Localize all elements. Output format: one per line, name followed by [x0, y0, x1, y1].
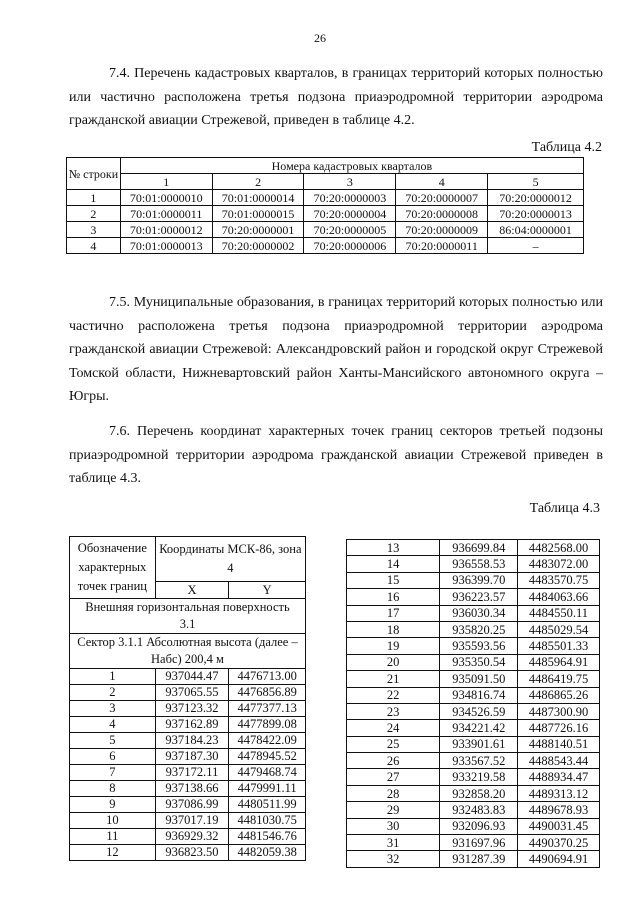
point-number: 4: [70, 717, 156, 733]
x-coordinate: 931697.96: [440, 835, 518, 851]
y-coordinate: 4489678.93: [518, 802, 600, 818]
x-header: X: [155, 582, 229, 599]
y-coordinate: 4484063.66: [518, 589, 600, 605]
row-number: 3: [67, 222, 121, 238]
cadastral-number: 70:20:0000004: [304, 206, 396, 222]
table-row: [70, 845, 306, 861]
table-header-row: [67, 174, 584, 190]
table-row: [70, 669, 306, 685]
table-row: [347, 769, 600, 785]
table-row: [347, 818, 600, 834]
x-coordinate: 936399.70: [440, 572, 518, 588]
x-coordinate: 936558.53: [440, 556, 518, 572]
cadastral-number: 70:20:0000005: [304, 222, 396, 238]
paragraph-7-6: [69, 420, 603, 491]
cadastral-number: 70:01:0000010: [120, 190, 212, 206]
point-number: 15: [347, 572, 440, 588]
y-coordinate: 4488543.44: [518, 753, 600, 769]
table-row: [347, 802, 600, 818]
table-row: [67, 206, 584, 222]
x-coordinate: 935350.54: [440, 654, 518, 670]
table-row: [70, 685, 306, 701]
table-header-row: [70, 537, 306, 582]
table-row: [70, 701, 306, 717]
cadastral-number: 70:20:0000006: [304, 238, 396, 254]
point-number: 8: [70, 781, 156, 797]
paragraph-7-5-text: 7.5. Муниципальные образования, в границах территорий которых полностью или частично расположена третья подзона приаэродромной территории аэродрома гражданской авиации Стрежевой: Александровский район и городской округ Стрежевой Томской области, Нижневартовский район Ханты-Мансийского автономного округа – Югры.: [69, 295, 603, 404]
table-row: [70, 781, 306, 797]
cadastral-number: 70:20:0000003: [304, 190, 396, 206]
table-row: [347, 736, 600, 752]
x-coordinate: 933567.52: [440, 753, 518, 769]
table-row: [70, 829, 306, 845]
y-coordinate: 4488934.47: [518, 769, 600, 785]
table-row: [347, 638, 600, 654]
cadastral-number: 70:01:0000011: [120, 206, 212, 222]
point-number: 5: [70, 733, 156, 749]
table-row: [347, 753, 600, 769]
row-number: 2: [67, 206, 121, 222]
table-row: [347, 621, 600, 637]
point-number: 32: [347, 851, 440, 867]
table-row: [67, 222, 584, 238]
cadastral-number: 86:04:0000001: [488, 222, 584, 238]
cadastral-number: 70:20:0000001: [212, 222, 304, 238]
point-number: 6: [70, 749, 156, 765]
cadastral-numbers-header: Номера кадастровых кварталов: [120, 158, 583, 174]
x-coordinate: 937172.11: [155, 765, 229, 781]
point-number: 14: [347, 556, 440, 572]
x-coordinate: 932483.83: [440, 802, 518, 818]
point-number: 27: [347, 769, 440, 785]
y-coordinate: 4490694.91: [518, 851, 600, 867]
point-number: 12: [70, 845, 156, 861]
point-number: 1: [70, 669, 156, 685]
paragraph-7-4-text: 7.4. Перечень кадастровых кварталов, в границах территорий которых полностью или частично расположена третья подзона приаэродромной территории аэродрома гражданской авиации Стрежевой, приведен в таблице 4.2.: [69, 66, 603, 128]
table-row: [347, 851, 600, 867]
x-coordinate: 937187.30: [155, 749, 229, 765]
y-coordinate: 4479991.11: [229, 781, 306, 797]
cadastral-number: 70:20:0000002: [212, 238, 304, 254]
paragraph-7-4: [69, 62, 603, 133]
point-number: 10: [70, 813, 156, 829]
y-coordinate: 4476713.00: [229, 669, 306, 685]
point-number: 21: [347, 671, 440, 687]
point-number: 9: [70, 797, 156, 813]
cadastral-number: 70:01:0000014: [212, 190, 304, 206]
cadastral-number: 70:20:0000009: [396, 222, 488, 238]
x-coordinate: 936823.50: [155, 845, 229, 861]
y-coordinate: 4478422.09: [229, 733, 306, 749]
x-coordinate: 935593.56: [440, 638, 518, 654]
table-row: [347, 572, 600, 588]
designation-header: Обозначение характерных точек границ: [70, 537, 156, 599]
point-number: 30: [347, 818, 440, 834]
point-number: 25: [347, 736, 440, 752]
x-coordinate: 937138.66: [155, 781, 229, 797]
x-coordinate: 936929.32: [155, 829, 229, 845]
x-coordinate: 937086.99: [155, 797, 229, 813]
y-coordinate: 4485964.91: [518, 654, 600, 670]
table-row: [70, 765, 306, 781]
y-coordinate: 4478945.52: [229, 749, 306, 765]
y-header: Y: [229, 582, 306, 599]
point-number: 13: [347, 540, 440, 556]
point-number: 23: [347, 703, 440, 719]
x-coordinate: 931287.39: [440, 851, 518, 867]
row-number: 1: [67, 190, 121, 206]
cadastral-number: 70:01:0000013: [120, 238, 212, 254]
table-row: [347, 785, 600, 801]
y-coordinate: 4487726.16: [518, 720, 600, 736]
point-number: 20: [347, 654, 440, 670]
y-coordinate: 4490031.45: [518, 818, 600, 834]
x-coordinate: 934526.59: [440, 703, 518, 719]
table-row: [67, 238, 584, 254]
table-row: [70, 797, 306, 813]
table-4-2-caption: Таблица 4.2: [531, 140, 602, 155]
x-coordinate: 934816.74: [440, 687, 518, 703]
table-header-row: [67, 158, 584, 174]
y-coordinate: 4482568.00: [518, 540, 600, 556]
x-coordinate: 937065.55: [155, 685, 229, 701]
table-row: [347, 835, 600, 851]
row-number: 4: [67, 238, 121, 254]
y-coordinate: 4486865.26: [518, 687, 600, 703]
table-4-3-caption: Таблица 4.3: [529, 501, 600, 516]
table-4-3-right: [346, 539, 600, 868]
y-coordinate: 4479468.74: [229, 765, 306, 781]
y-coordinate: 4486419.75: [518, 671, 600, 687]
cadastral-number: 70:20:0000013: [488, 206, 584, 222]
table-row: [347, 605, 600, 621]
point-number: 31: [347, 835, 440, 851]
point-number: 7: [70, 765, 156, 781]
x-coordinate: 934221.42: [440, 720, 518, 736]
point-number: 26: [347, 753, 440, 769]
cadastral-number: 70:20:0000007: [396, 190, 488, 206]
paragraph-7-5: [69, 291, 603, 409]
surface-label: Внешняя горизонтальная поверхность 3.1: [70, 599, 306, 634]
table-row: [70, 733, 306, 749]
y-coordinate: 4483072.00: [518, 556, 600, 572]
page-number: 26: [314, 31, 326, 45]
y-coordinate: 4480511.99: [229, 797, 306, 813]
y-coordinate: 4489313.12: [518, 785, 600, 801]
coordinates-header: Координаты МСК-86, зона 4: [155, 537, 305, 582]
x-coordinate: 933219.58: [440, 769, 518, 785]
y-coordinate: 4477377.13: [229, 701, 306, 717]
table-row: [347, 720, 600, 736]
cadastral-number: 70:20:0000012: [488, 190, 584, 206]
x-coordinate: 932858.20: [440, 785, 518, 801]
paragraph-7-6-text: 7.6. Перечень координат характерных точек границ секторов третьей подзоны приаэродромной территории аэродрома гражданской авиации Стрежевой приведен в таблице 4.3.: [69, 424, 603, 486]
point-number: 17: [347, 605, 440, 621]
column-number: 1: [120, 174, 212, 190]
column-number: 2: [212, 174, 304, 190]
column-number: 5: [488, 174, 584, 190]
point-number: 29: [347, 802, 440, 818]
cadastral-number: 70:20:0000008: [396, 206, 488, 222]
cadastral-number: –: [488, 238, 584, 254]
cadastral-number: 70:01:0000012: [120, 222, 212, 238]
column-number: 4: [396, 174, 488, 190]
table-row: [70, 813, 306, 829]
x-coordinate: 937162.89: [155, 717, 229, 733]
table-row: [347, 687, 600, 703]
x-coordinate: 935820.25: [440, 621, 518, 637]
point-number: 22: [347, 687, 440, 703]
x-coordinate: 936699.84: [440, 540, 518, 556]
table-row: [347, 703, 600, 719]
table-row: [347, 556, 600, 572]
x-coordinate: 937017.19: [155, 813, 229, 829]
point-number: 11: [70, 829, 156, 845]
sector-label: Сектор 3.1.1 Абсолютная высота (далее – Набс) 200,4 м: [70, 634, 306, 669]
y-coordinate: 4485029.54: [518, 621, 600, 637]
point-number: 28: [347, 785, 440, 801]
x-coordinate: 932096.93: [440, 818, 518, 834]
x-coordinate: 936223.57: [440, 589, 518, 605]
table-row: [347, 654, 600, 670]
table-row: [347, 589, 600, 605]
point-number: 18: [347, 621, 440, 637]
y-coordinate: 4481030.75: [229, 813, 306, 829]
x-coordinate: 933901.61: [440, 736, 518, 752]
row-number-header: № строки: [67, 158, 121, 190]
table-row: [347, 671, 600, 687]
table-row: [67, 190, 584, 206]
x-coordinate: 937044.47: [155, 669, 229, 685]
cadastral-number: 70:20:0000011: [396, 238, 488, 254]
point-number: 19: [347, 638, 440, 654]
table-section-row: [70, 634, 306, 669]
point-number: 16: [347, 589, 440, 605]
table-4-2: [66, 157, 584, 254]
point-number: 24: [347, 720, 440, 736]
y-coordinate: 4483570.75: [518, 572, 600, 588]
point-number: 2: [70, 685, 156, 701]
x-coordinate: 935091.50: [440, 671, 518, 687]
point-number: 3: [70, 701, 156, 717]
x-coordinate: 937184.23: [155, 733, 229, 749]
y-coordinate: 4481546.76: [229, 829, 306, 845]
x-coordinate: 937123.32: [155, 701, 229, 717]
table-section-row: [70, 599, 306, 634]
column-number: 3: [304, 174, 396, 190]
table-row: [347, 540, 600, 556]
y-coordinate: 4482059.38: [229, 845, 306, 861]
y-coordinate: 4484550.11: [518, 605, 600, 621]
y-coordinate: 4485501.33: [518, 638, 600, 654]
cadastral-number: 70:01:0000015: [212, 206, 304, 222]
x-coordinate: 936030.34: [440, 605, 518, 621]
y-coordinate: 4487300.90: [518, 703, 600, 719]
y-coordinate: 4477899.08: [229, 717, 306, 733]
table-row: [70, 749, 306, 765]
table-4-3-left: [69, 536, 306, 861]
table-row: [70, 717, 306, 733]
y-coordinate: 4488140.51: [518, 736, 600, 752]
y-coordinate: 4490370.25: [518, 835, 600, 851]
y-coordinate: 4476856.89: [229, 685, 306, 701]
